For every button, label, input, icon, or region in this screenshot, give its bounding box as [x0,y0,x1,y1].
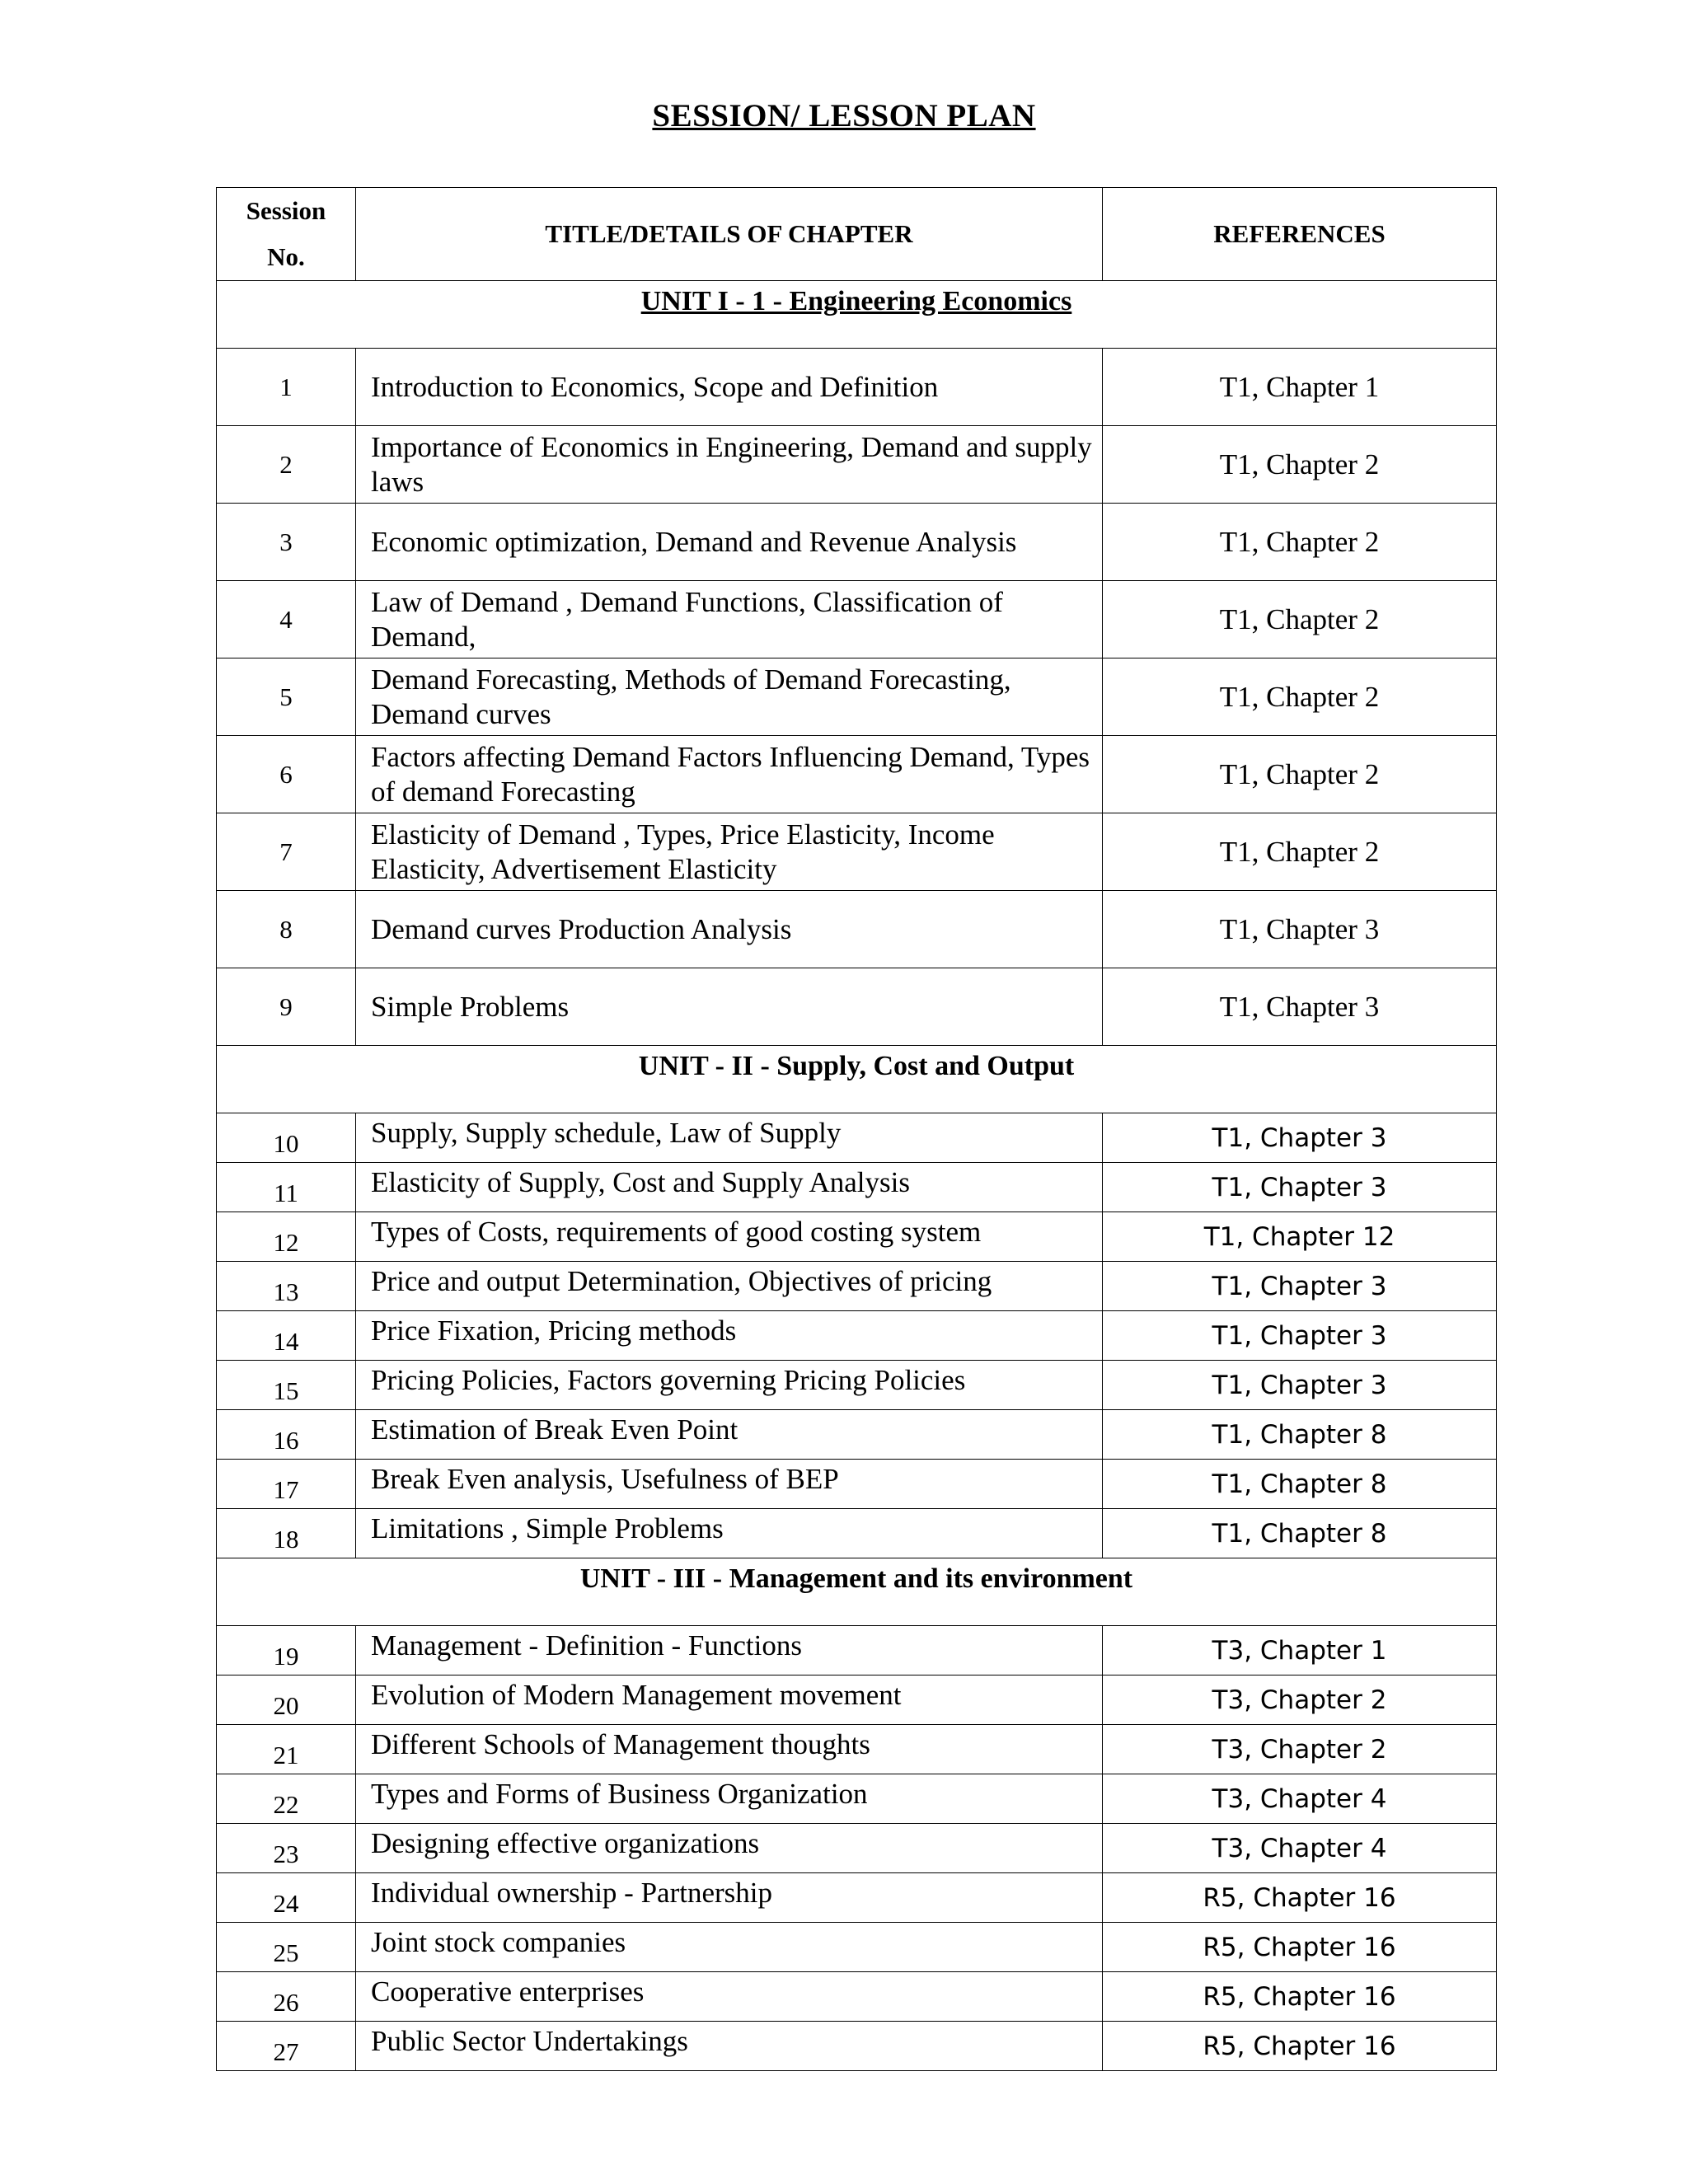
reference: T3, Chapter 2 [1103,1725,1497,1774]
session-number: 4 [217,581,356,658]
chapter-title: Types of Costs, requirements of good costing system [356,1212,1103,1262]
reference: T1, Chapter 3 [1103,891,1497,968]
chapter-title: Elasticity of Supply, Cost and Supply Analysis [356,1163,1103,1212]
table-row [217,581,1497,658]
session-number: 15 [217,1361,356,1410]
session-number: 7 [217,813,356,891]
session-number: 19 [217,1626,356,1675]
session-number: 11 [217,1163,356,1212]
reference: T1, Chapter 2 [1103,658,1497,736]
session-number: 12 [217,1212,356,1262]
references-header: REFERENCES [1103,188,1497,281]
chapter-title: Joint stock companies [356,1923,1103,1972]
reference: T1, Chapter 3 [1103,1361,1497,1410]
chapter-title: Evolution of Modern Management movement [356,1675,1103,1725]
chapter-title: Price and output Determination, Objectives of pricing [356,1262,1103,1311]
table-row [217,1262,1497,1311]
unit-heading: UNIT - III - Management and its environment [217,1558,1497,1626]
session-number: 23 [217,1824,356,1873]
reference: T3, Chapter 4 [1103,1774,1497,1824]
reference: T1, Chapter 2 [1103,581,1497,658]
table-row [217,504,1497,581]
session-number: 6 [217,736,356,813]
session-number: 22 [217,1774,356,1824]
chapter-title: Individual ownership - Partnership [356,1873,1103,1923]
reference: R5, Chapter 16 [1103,2022,1497,2071]
table-row [217,1774,1497,1824]
title-header: TITLE/DETAILS OF CHAPTER [356,188,1103,281]
table-row [217,1626,1497,1675]
table-row [217,1113,1497,1163]
chapter-title: Introduction to Economics, Scope and Definition [356,349,1103,426]
table-row [217,1725,1497,1774]
reference: T3, Chapter 4 [1103,1824,1497,1873]
session-number: 8 [217,891,356,968]
table-row [217,1509,1497,1558]
table-row [217,1972,1497,2022]
table-row [217,1212,1497,1262]
session-number: 25 [217,1923,356,1972]
reference: T1, Chapter 3 [1103,1163,1497,1212]
chapter-title: Law of Demand , Demand Functions, Classification of Demand, [356,581,1103,658]
table-row [217,349,1497,426]
session-number: 13 [217,1262,356,1311]
chapter-title: Break Even analysis, Usefulness of BEP [356,1460,1103,1509]
session-number: 21 [217,1725,356,1774]
session-number: 14 [217,1311,356,1361]
chapter-title: Pricing Policies, Factors governing Pricing Policies [356,1361,1103,1410]
chapter-title: Management - Definition - Functions [356,1626,1103,1675]
table-row [217,1675,1497,1725]
reference: R5, Chapter 16 [1103,1972,1497,2022]
chapter-title: Types and Forms of Business Organization [356,1774,1103,1824]
reference: R5, Chapter 16 [1103,1923,1497,1972]
chapter-title: Economic optimization, Demand and Revenue Analysis [356,504,1103,581]
chapter-title: Price Fixation, Pricing methods [356,1311,1103,1361]
session-number: 17 [217,1460,356,1509]
table-row [217,736,1497,813]
reference: T1, Chapter 3 [1103,1262,1497,1311]
chapter-title: Supply, Supply schedule, Law of Supply [356,1113,1103,1163]
unit-row [217,1046,1497,1113]
session-header-label: Session [246,196,326,225]
unit-row [217,281,1497,349]
session-number: 3 [217,504,356,581]
lesson-plan-table [216,187,1497,2071]
table-row [217,968,1497,1046]
table-row [217,1410,1497,1460]
session-number: 20 [217,1675,356,1725]
table-row [217,1873,1497,1923]
table-row [217,1923,1497,1972]
reference: T1, Chapter 8 [1103,1410,1497,1460]
chapter-title: Public Sector Undertakings [356,2022,1103,2071]
chapter-title: Demand Forecasting, Methods of Demand Forecasting, Demand curves [356,658,1103,736]
table-row [217,1824,1497,1873]
table-row [217,1361,1497,1410]
session-no-header-label: No. [267,242,305,271]
reference: R5, Chapter 16 [1103,1873,1497,1923]
session-number: 1 [217,349,356,426]
session-number: 18 [217,1509,356,1558]
chapter-title: Importance of Economics in Engineering, Demand and supply laws [356,426,1103,504]
reference: T1, Chapter 3 [1103,1113,1497,1163]
session-number: 5 [217,658,356,736]
table-row [217,1311,1497,1361]
table-row [217,1163,1497,1212]
table-row [217,426,1497,504]
reference: T1, Chapter 8 [1103,1460,1497,1509]
session-number: 16 [217,1410,356,1460]
chapter-title: Different Schools of Management thoughts [356,1725,1103,1774]
session-no-header [217,188,356,281]
reference: T3, Chapter 2 [1103,1675,1497,1725]
reference: T1, Chapter 2 [1103,504,1497,581]
reference: T1, Chapter 3 [1103,968,1497,1046]
chapter-title: Simple Problems [356,968,1103,1046]
chapter-title: Designing effective organizations [356,1824,1103,1873]
session-number: 9 [217,968,356,1046]
reference: T1, Chapter 1 [1103,349,1497,426]
table-row [217,2022,1497,2071]
table-row [217,813,1497,891]
reference: T1, Chapter 12 [1103,1212,1497,1262]
unit-heading [217,281,1497,349]
unit-row [217,1558,1497,1626]
chapter-title: Demand curves Production Analysis [356,891,1103,968]
chapter-title: Factors affecting Demand Factors Influencing Demand, Types of demand Forecasting [356,736,1103,813]
chapter-title: Estimation of Break Even Point [356,1410,1103,1460]
session-number: 27 [217,2022,356,2071]
reference: T1, Chapter 2 [1103,736,1497,813]
unit-heading: UNIT - II - Supply, Cost and Output [217,1046,1497,1113]
reference: T1, Chapter 2 [1103,813,1497,891]
reference: T3, Chapter 1 [1103,1626,1497,1675]
table-row [217,891,1497,968]
session-number: 26 [217,1972,356,2022]
table-header-row [217,188,1497,281]
chapter-title: Elasticity of Demand , Types, Price Elasticity, Income Elasticity, Advertisement Elasticity [356,813,1103,891]
table-row [217,1460,1497,1509]
chapter-title: Limitations , Simple Problems [356,1509,1103,1558]
table-row [217,658,1497,736]
chapter-title: Cooperative enterprises [356,1972,1103,2022]
page-title: SESSION/ LESSON PLAN [652,98,1036,134]
reference: T1, Chapter 2 [1103,426,1497,504]
session-number: 10 [217,1113,356,1163]
reference: T1, Chapter 3 [1103,1311,1497,1361]
unit-1-label: UNIT I - 1 - Engineering Economics [640,286,1072,316]
reference: T1, Chapter 8 [1103,1509,1497,1558]
session-number: 2 [217,426,356,504]
session-number: 24 [217,1873,356,1923]
